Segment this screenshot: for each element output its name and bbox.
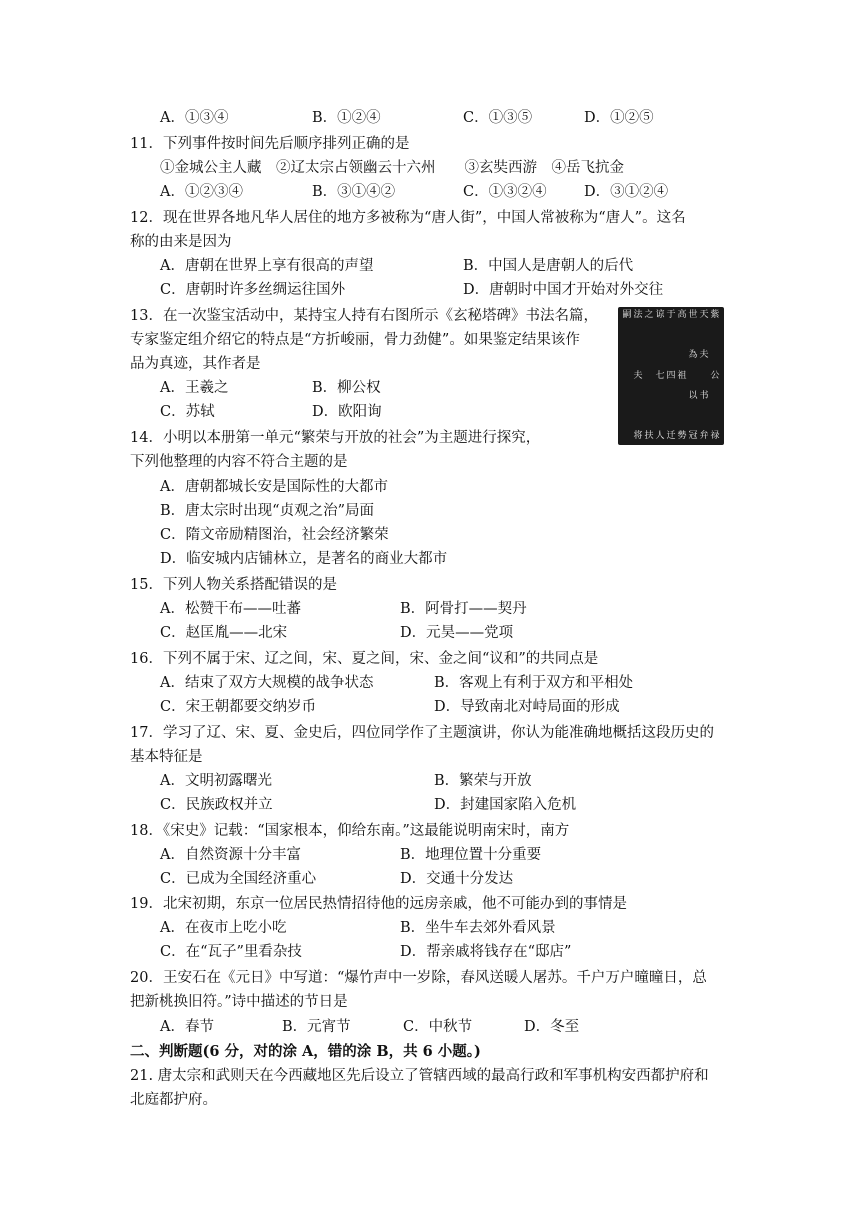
- q17-option-c: C．民族政权并立: [160, 797, 273, 813]
- stele-glyph: 法: [633, 310, 643, 320]
- q13-option-b: B．柳公权: [312, 380, 381, 396]
- q10-option-b: B．①②④: [312, 110, 381, 126]
- q15-option-d: D．元昊——党项: [400, 625, 514, 641]
- stele-glyph: 紫: [710, 310, 720, 320]
- stele-glyph: 禄: [710, 431, 720, 441]
- q12-stem-line1: 12．现在世界各地凡华人居住的地方多被称为“唐人街”，中国人常被称为“唐人”。这名: [130, 210, 686, 226]
- q16-option-b: B．客观上有利于双方和平相处: [434, 675, 634, 691]
- q17-stem-line2: 基本特征是: [130, 749, 203, 765]
- q21-stem-line2: 北庭都护府。: [130, 1092, 217, 1108]
- q10-option-c: C．①③⑤: [463, 110, 533, 126]
- q15-option-b: B．阿骨打——契丹: [400, 601, 527, 617]
- stele-glyph: 弁: [699, 430, 709, 441]
- stele-glyph: 夫: [699, 350, 709, 361]
- q12-option-a: A．唐朝在世界上享有很高的声望: [160, 258, 374, 274]
- q11-option-d: D．③①②④: [584, 184, 669, 200]
- q20-option-d: D．冬至: [524, 1019, 580, 1035]
- stele-column: [710, 311, 720, 441]
- q14-stem-line2: 下列他整理的内容不符合主题的是: [130, 454, 348, 470]
- stele-glyph: 勢: [677, 431, 687, 441]
- stele-glyph: 谅: [655, 310, 665, 320]
- section-2-heading: 二、判断题(6 分，对的涂 A，错的涂 B，共 6 小题。): [130, 1043, 481, 1060]
- stele-glyph: 高: [677, 310, 687, 320]
- q11-option-c: C．①③②④: [463, 184, 547, 200]
- stele-column: [655, 311, 665, 441]
- stele-glyph: 嗣: [622, 310, 632, 320]
- q20-stem-line2: 把新桃换旧符。”诗中描述的节日是: [130, 994, 348, 1010]
- stele-glyph: 扶: [644, 431, 654, 441]
- q18-option-d: D．交通十分发达: [400, 871, 514, 887]
- q11-option-b: B．③①④②: [312, 184, 396, 200]
- q19-option-b: B．坐牛车去郊外看风景: [400, 920, 556, 936]
- q18-option-c: C．已成为全国经济重心: [160, 871, 317, 887]
- stele-glyph: 七: [655, 370, 665, 381]
- q14-option-a: A．唐朝都城长安是国际性的大都市: [160, 479, 388, 495]
- stele-column: [622, 311, 632, 441]
- stele-glyph: 世: [688, 310, 698, 320]
- q10-option-d: D．①②⑤: [584, 110, 654, 126]
- stele-glyph: 人: [655, 431, 665, 441]
- stele-glyph: 于: [666, 310, 676, 320]
- q21-stem-line1: 21. 唐太宗和武则天在今西藏地区先后设立了管辖西域的最高行政和军事机构安西都护府和: [130, 1068, 709, 1084]
- q13-option-c: C．苏轼: [160, 404, 215, 420]
- q14-option-b: B．唐太宗时出现“贞观之治”局面: [160, 503, 374, 519]
- q18-option-a: A．自然资源十分丰富: [160, 847, 301, 863]
- q14-stem-line1: 14．小明以本册第一单元“繁荣与开放的社会”为主题进行探究，: [130, 430, 541, 446]
- q10-option-a: A．①③④: [160, 110, 229, 126]
- q13-stem-line2: 专家鉴定组介绍它的特点是“方折峻丽，骨力劲健”。如果鉴定结果该作: [130, 332, 580, 348]
- stele-glyph: 冠: [688, 430, 698, 441]
- q16-option-d: D．导致南北对峙局面的形成: [434, 699, 620, 715]
- stele-column: [677, 311, 687, 441]
- stele-column: [699, 311, 709, 441]
- q12-stem-line2: 称的由来是因为: [130, 234, 232, 250]
- q16-option-c: C．宋王朝都要交纳岁币: [160, 699, 317, 715]
- q17-option-d: D．封建国家陷入危机: [434, 797, 577, 813]
- q15-stem: 15．下列人物关系搭配错误的是: [130, 577, 337, 593]
- q18-stem: 18．《宋史》记载：“国家根本，仰给东南。”这最能说明南宋时，南方: [130, 823, 570, 839]
- stele-glyph: 以: [688, 390, 698, 401]
- stele-glyph: 夫: [633, 370, 643, 381]
- q11-option-a: A．①②③④: [160, 184, 243, 200]
- q19-option-a: A．在夜市上吃小吃: [160, 920, 287, 936]
- stele-glyph: 天: [699, 310, 709, 320]
- q15-option-c: C．赵匡胤——北宋: [160, 625, 288, 641]
- stele-column: [644, 311, 654, 441]
- q14-option-c: C．隋文帝励精图治，社会经济繁荣: [160, 527, 389, 543]
- q11-stem: 11．下列事件按时间先后顺序排列正确的是: [130, 136, 410, 152]
- q15-option-a: A．松赞干布——吐蕃: [160, 601, 301, 617]
- q18-option-b: B．地理位置十分重要: [400, 847, 542, 863]
- stele-glyph: 书: [699, 390, 709, 401]
- q19-option-c: C．在“瓦子”里看杂技: [160, 944, 302, 960]
- q20-option-c: C．中秋节: [403, 1019, 473, 1035]
- q14-option-d: D．临安城内店铺林立，是著名的商业大都市: [160, 551, 448, 567]
- q20-stem-line1: 20．王安石在《元日》中写道：“爆竹声中一岁除，春风送暖人屠苏。千户万户曈曈日，总: [130, 970, 707, 986]
- stele-glyph: 為: [688, 350, 698, 361]
- q13-stem-line1: 13．在一次鉴宝活动中，某持宝人持有右图所示《玄秘塔碑》书法名篇，: [130, 308, 598, 324]
- stele-column: [666, 311, 676, 441]
- q13-stem-line3: 品为真迹，其作者是: [130, 356, 261, 372]
- q19-stem: 19．北宋初期，东京一位居民热情招待他的远房亲戚，他不可能办到的事情是: [130, 896, 627, 912]
- q12-option-c: C．唐朝时许多丝绸运往国外: [160, 282, 346, 298]
- stele-glyph: 公: [710, 370, 720, 381]
- stele-column: [688, 311, 698, 441]
- calligraphy-stele-image: [618, 307, 724, 445]
- stele-column: [633, 311, 643, 441]
- q17-stem-line1: 17．学习了辽、宋、夏、金史后，四位同学作了主题演讲，你认为能准确地概括这段历史的: [130, 725, 714, 741]
- q16-stem: 16．下列不属于宋、辽之间，宋、夏之间，宋、金之间“议和”的共同点是: [130, 651, 599, 667]
- q17-option-a: A．文明初露曙光: [160, 773, 272, 789]
- q20-option-b: B．元宵节: [282, 1019, 351, 1035]
- q17-option-b: B．繁荣与开放: [434, 773, 532, 789]
- q11-items: ①金城公主人藏 ②辽太宗占领幽云十六州 ③玄奘西游 ④岳飞抗金: [160, 160, 624, 176]
- q12-option-d: D．唐朝时中国才开始对外交往: [463, 282, 664, 298]
- stele-glyph: 四: [666, 370, 676, 381]
- q13-option-a: A．王羲之: [160, 380, 229, 396]
- stele-glyph: 迁: [666, 431, 676, 441]
- q20-option-a: A．春节: [160, 1019, 214, 1035]
- q12-option-b: B．中国人是唐朝人的后代: [463, 258, 634, 274]
- stele-glyph: 将: [633, 431, 643, 441]
- q16-option-a: A．结束了双方大规模的战争状态: [160, 675, 374, 691]
- stele-glyph: 之: [644, 310, 654, 320]
- stele-glyph: 祖: [677, 370, 687, 381]
- q13-option-d: D．欧阳询: [312, 404, 382, 420]
- q19-option-d: D．帮亲戚将钱存在“邸店”: [400, 944, 572, 960]
